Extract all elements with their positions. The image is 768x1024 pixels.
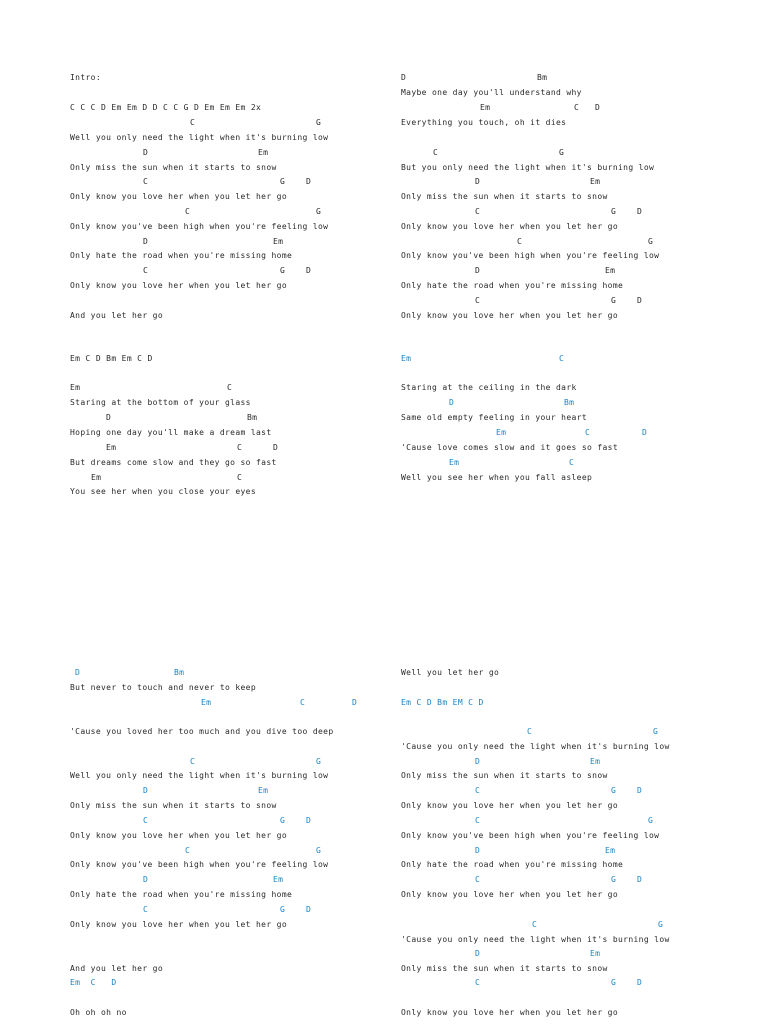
chord-line: D — [475, 846, 481, 855]
chord-line: Em — [605, 266, 616, 275]
lyric-line: Only know you love her when you let her go — [70, 192, 287, 201]
chord-line: C — [185, 846, 191, 855]
chord-line: G — [611, 207, 617, 216]
chord-line: D — [306, 177, 312, 186]
chord-line: C — [190, 757, 196, 766]
chord-line: C — [574, 103, 580, 112]
chord-line: D — [143, 786, 149, 795]
lyric-line: 'Cause you only need the light when it's burning low — [401, 935, 670, 944]
chord-line: D — [143, 875, 149, 884]
chord-line: C — [433, 148, 439, 157]
chord-line: C — [300, 698, 306, 707]
lyric-line: Staring at the bottom of your glass — [70, 398, 251, 407]
chord-line: D — [143, 237, 149, 246]
lyric-line: Well you only need the light when it's burning low — [70, 771, 329, 780]
chord-line: D — [475, 757, 481, 766]
chord-line: G — [611, 978, 617, 987]
chord-line: D — [306, 266, 312, 275]
chord-line: Em — [273, 875, 284, 884]
chord-line: C — [143, 177, 149, 186]
lyric-line: Only miss the sun when it starts to snow — [401, 771, 608, 780]
lyric-line: Maybe one day you'll understand why — [401, 88, 582, 97]
lyric-line: Only know you've been high when you're feeling low — [401, 251, 660, 260]
lyric-line: Staring at the ceiling in the dark — [401, 383, 577, 392]
chord-line: D — [637, 875, 643, 884]
lyric-line: Only know you love her when you let her go — [70, 831, 287, 840]
chord-line: C — [237, 473, 243, 482]
lyric-line: Only know you love her when you let her go — [401, 311, 618, 320]
chord-line: G — [316, 757, 322, 766]
lyric-line: You see her when you close your eyes — [70, 487, 256, 496]
lyric-line: Only know you love her when you let her go — [401, 801, 618, 810]
lyric-line: Hoping one day you'll make a dream last — [70, 428, 272, 437]
chord-line: D — [306, 905, 312, 914]
chord-line: D — [637, 978, 643, 987]
lyric-line: Well you see her when you fall asleep — [401, 473, 593, 482]
chord-line: D — [595, 103, 601, 112]
chord-line: C — [143, 905, 149, 914]
lyric-line: Only hate the road when you're missing home — [70, 251, 293, 260]
lyric-line: Only hate the road when you're missing home — [401, 860, 624, 869]
chord-line: Em — [605, 846, 616, 855]
lyric-line: Only miss the sun when it starts to snow — [70, 163, 277, 172]
chord-line: Em — [91, 473, 102, 482]
chord-line: Em — [201, 698, 212, 707]
chord-line: D — [475, 266, 481, 275]
chord-line: Em — [590, 949, 601, 958]
chord-line: G — [280, 816, 286, 825]
lyric-line: Oh oh oh no — [70, 1008, 127, 1017]
chord-line: D — [642, 428, 648, 437]
lyric-line: Only know you love her when you let her go — [401, 1008, 618, 1017]
chord-line: D — [475, 949, 481, 958]
chord-line: C — [190, 118, 196, 127]
chord-line: C — [475, 816, 481, 825]
lyric-line: Same old empty feeling in your heart — [401, 413, 587, 422]
lyric-line: Only know you love her when you let her go — [70, 281, 287, 290]
chord-line: Bm — [174, 668, 185, 677]
chord-line: D — [637, 296, 643, 305]
chord-line: C — [185, 207, 191, 216]
chord-line: C C C D Em Em D D C C G D Em Em Em 2x — [70, 103, 262, 112]
chord-line: Em — [480, 103, 491, 112]
lyric-line: 'Cause love comes slow and it goes so fast — [401, 443, 618, 452]
chord-line: G — [611, 875, 617, 884]
chord-line: G — [648, 816, 654, 825]
lyric-line: Only know you love her when you let her go — [401, 222, 618, 231]
chord-line: D — [306, 816, 312, 825]
lyric-line: Only know you've been high when you're feeling low — [70, 860, 329, 869]
chord-line: C — [527, 727, 533, 736]
chord-line: C — [585, 428, 591, 437]
chord-line: Em C D Bm EM C D — [401, 698, 484, 707]
chord-line: Em — [70, 383, 81, 392]
chord-line: C — [475, 207, 481, 216]
lyric-line: But you only need the light when it's burning low — [401, 163, 655, 172]
chord-line: D — [143, 148, 149, 157]
chord-line: G — [653, 727, 659, 736]
chord-line: C — [143, 816, 149, 825]
chord-line: C — [475, 978, 481, 987]
chord-line: G — [648, 237, 654, 246]
chord-line: C — [559, 354, 565, 363]
lyric-line: And you let her go — [70, 311, 163, 320]
chord-line: D — [106, 413, 112, 422]
chord-line: C — [227, 383, 233, 392]
chord-line: D — [637, 207, 643, 216]
chord-line: G — [658, 920, 664, 929]
chord-line: C — [475, 786, 481, 795]
chord-line: G — [559, 148, 565, 157]
chord-line: Em C D — [70, 978, 117, 987]
chord-line: Bm — [247, 413, 258, 422]
chord-line: G — [316, 207, 322, 216]
chord-line: D — [75, 668, 81, 677]
chord-line: Em — [401, 354, 412, 363]
chord-line: C — [475, 296, 481, 305]
chord-line: G — [280, 266, 286, 275]
chord-line: Bm — [564, 398, 575, 407]
chord-line: C — [475, 875, 481, 884]
lyric-line: Only know you've been high when you're feeling low — [70, 222, 329, 231]
chord-line: C — [237, 443, 243, 452]
chord-line: D — [401, 73, 407, 82]
chord-line: Em — [590, 757, 601, 766]
lyric-line: 'Cause you only need the light when it's burning low — [401, 742, 670, 751]
lyric-line: Only miss the sun when it starts to snow — [401, 192, 608, 201]
lyric-line: Only hate the road when you're missing home — [401, 281, 624, 290]
chord-line: G — [316, 846, 322, 855]
lyric-line: Only know you love her when you let her go — [70, 920, 287, 929]
chord-line: Bm — [537, 73, 548, 82]
chord-line: G — [280, 177, 286, 186]
chord-line: G — [611, 296, 617, 305]
chord-line: G — [316, 118, 322, 127]
chord-line: G — [280, 905, 286, 914]
lyric-line: Only know you love her when you let her go — [401, 890, 618, 899]
chord-line: Em — [590, 177, 601, 186]
lyric-line: Only know you've been high when you're feeling low — [401, 831, 660, 840]
chord-line: D — [637, 786, 643, 795]
lyric-line: Only miss the sun when it starts to snow — [401, 964, 608, 973]
chord-line: D — [475, 177, 481, 186]
lyric-line: Only hate the road when you're missing home — [70, 890, 293, 899]
chord-line: D — [352, 698, 358, 707]
chord-line: C — [517, 237, 523, 246]
lyric-line: And you let her go — [70, 964, 163, 973]
chord-line: Em — [258, 148, 269, 157]
chord-line: Em — [106, 443, 117, 452]
chord-line: C — [569, 458, 575, 467]
chord-line: D — [273, 443, 279, 452]
lyric-line: Well you only need the light when it's burning low — [70, 133, 329, 142]
chord-line: C — [532, 920, 538, 929]
chord-line: Em C D Bm Em C D — [70, 354, 153, 363]
chord-line: G — [611, 786, 617, 795]
chord-line: Em — [496, 428, 507, 437]
lyric-line: Intro: — [70, 73, 101, 82]
lyric-line: But never to touch and never to keep — [70, 683, 256, 692]
lyric-line: But dreams come slow and they go so fast — [70, 458, 277, 467]
lyric-line: Everything you touch, oh it dies — [401, 118, 567, 127]
lyric-line: Only miss the sun when it starts to snow — [70, 801, 277, 810]
chord-line: Em — [258, 786, 269, 795]
chord-line: C — [143, 266, 149, 275]
chord-line: D — [449, 398, 455, 407]
lyric-line: 'Cause you loved her too much and you dive too deep — [70, 727, 334, 736]
chord-line: Em — [449, 458, 460, 467]
chord-line: Em — [273, 237, 284, 246]
lyric-line: Well you let her go — [401, 668, 500, 677]
